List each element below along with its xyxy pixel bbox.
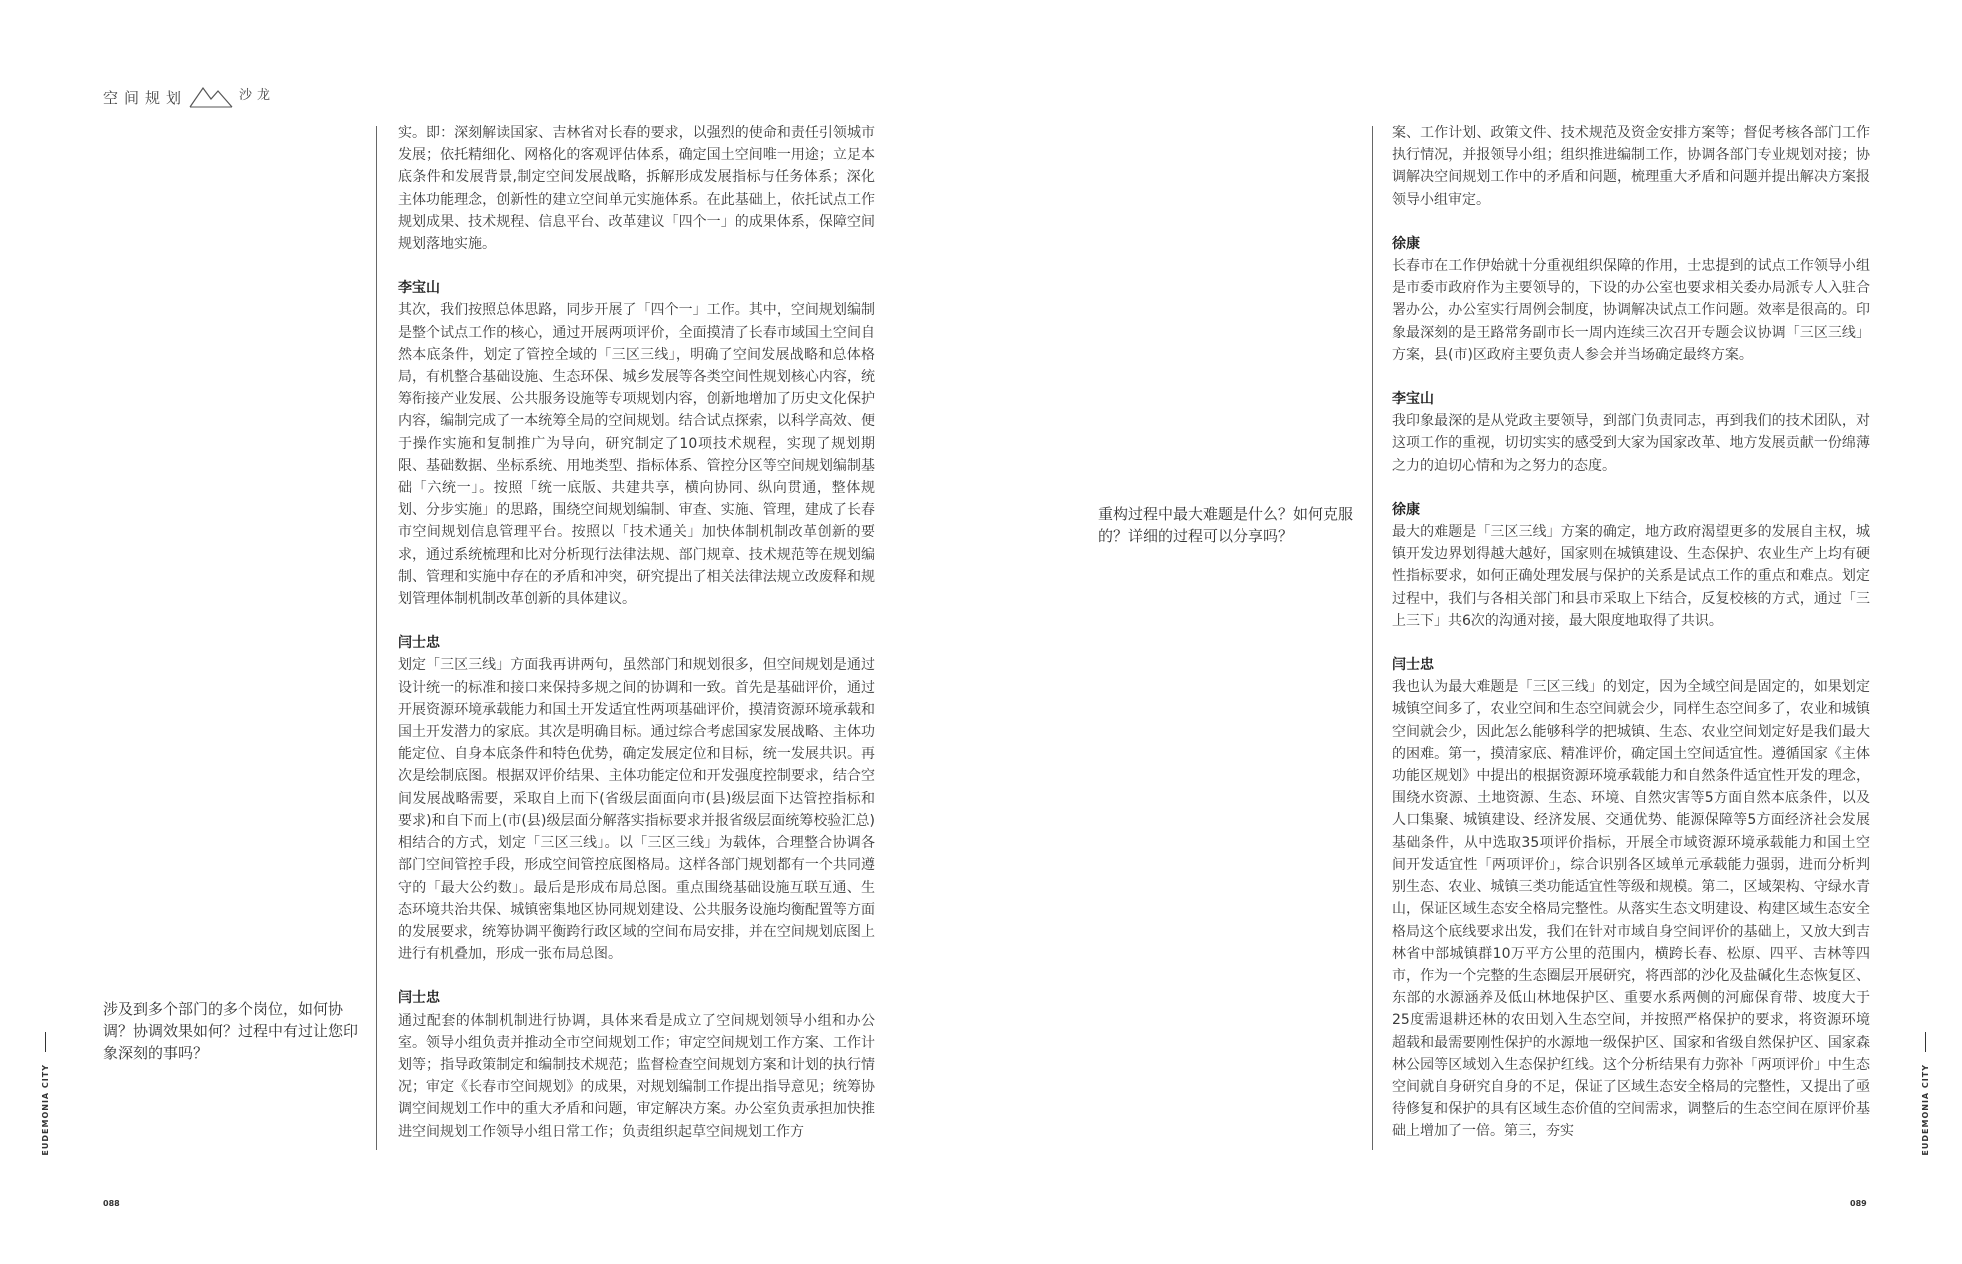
speaker-name: 李宝山 [398,280,440,297]
paragraph-text: 最大的难题是「三区三线」方案的确定，地方政府渴望更多的发展自主权，城镇开发边界划得越大越好，国家则在城镇建设、生态保护、农业生产上均有硬性指标要求，如何正确处理发展与保护的关系是试点工作的重点和难点。划定过程中，我们与各相关部门和县市采取上下结合，反复校核的方式，通过「三上三下」共6次的沟通对接，最大限度地取得了共识。 [1392,524,1870,629]
speaker-name: 闫士忠 [398,635,440,652]
speaker-name: 徐康 [1392,501,1420,518]
right-question [1098,503,1356,547]
header-salon: 沙龙 [239,87,276,103]
paragraph-text: 案、工作计划、政策文件、技术规范及资金安排方案等；督促考核各部门工作执行情况，并报领导小组；组织推进编制工作，协调各部门专业规划对接；协调解决空间规划工作中的矛盾和问题，梳理重大矛盾和问题并提出解决方案报领导小组审定。 [1392,125,1870,208]
side-label: EUDEMONIA CITY [40,1064,50,1156]
page-header [103,83,275,111]
mountain-logo-icon [189,85,233,109]
speaker-name: 李宝山 [1392,391,1434,408]
header-title: 空间规划 [103,88,188,107]
right-side-mark [1918,1032,1932,1156]
speaker-name: 闫士忠 [1392,657,1434,674]
side-dash [45,1032,46,1052]
speaker-name: 徐康 [1392,235,1420,252]
question-text: 涉及到多个部门的多个岗位，如何协调？协调效果如何？过程中有过让您印象深刻的事吗？ [103,1000,359,1062]
speaker-name: 闫士忠 [398,990,440,1007]
left-question [103,998,359,1064]
page-number-left: 088 [103,1199,120,1208]
side-label: EUDEMONIA CITY [1920,1064,1930,1156]
paragraph-text: 实。即：深刻解读国家、吉林省对长春的要求，以强烈的使命和责任引领城市发展；依托精细化、网格化的客观评估体系，确定国土空间唯一用途；立足本底条件和发展背景,制定空间发展战略，拆解形成发展指标与任务体系；深化主体功能理念，创新性的建立空间单元实施体系。在此基础上，依托试点工作规划成果、技术规程、信息平台、改革建议「四个一」的成果体系，保障空间规划落地实施。 [398,125,875,253]
page-number-right: 089 [1850,1199,1867,1208]
paragraph-text: 划定「三区三线」方面我再讲两句，虽然部门和规划很多，但空间规划是通过设计统一的标准和接口来保持多规之间的协调和一致。首先是基础评价，通过开展资源环境承载能力和国土开发适宜性两项基础评价，摸清资源环境承载和国土开发潜力的家底。其次是明确目标。通过综合考虑国家发展战略、主体功能定位、自身本底条件和特色优势，确定发展定位和目标，统一发展共识。再次是绘制底图。根据双评价结果、主体功能定位和开发强度控制要求，结合空间发展战略需要，采取自上而下(省级层面面向市(县)级层面下达管控指标和要求)和自下而上(市(县)级层面分解落实指标要求并报省级层面统筹校验汇总)相结合的方式，划定「三区三线」。以「三区三线」为载体，合理整合协调各部门空间管控手段，形成空间管控底图格局。这样各部门规划都有一个共同遵守的「最大公约数」。最后是形成布局总图。重点围绕基础设施互联互通、生态环境共治共保、城镇密集地区协同规划建设、公共服务设施均衡配置等方面的发展要求，统筹协调平衡跨行政区域的空间布局安排，并在空间规划底图上进行有机叠加，形成一张布局总图。 [398,657,875,963]
left-column-rule [376,126,377,1150]
left-side-mark [38,1032,52,1156]
right-column [1392,122,1870,1143]
paragraph-text: 长春市在工作伊始就十分重视组织保障的作用，士忠提到的试点工作领导小组是市委市政府作为主要领导的，下设的办公室也要求相关委办局派专人入驻合署办公，办公室实行周例会制度，协调解决试点工作问题。效率是很高的。印象最深刻的是王路常务副市长一周内连续三次召开专题会议协调「三区三线」方案，县(市)区政府主要负责人参会并当场确定最终方案。 [1392,258,1870,363]
left-column [398,122,875,1143]
paragraph-text: 通过配套的体制机制进行协调，具体来看是成立了空间规划领导小组和办公室。领导小组负责并推动全市空间规划工作；审定空间规划工作方案、工作计划等；指导政策制定和编制技术规范；监督检查空间规划方案和计划的执行情况；审定《长春市空间规划》的成果，对规划编制工作提出指导意见；统筹协调空间规划工作中的重大矛盾和问题，审定解决方案。办公室负责承担加快推进空间规划工作领导小组日常工作；负责组织起草空间规划工作方 [398,1012,875,1140]
question-text: 重构过程中最大难题是什么？如何克服的？详细的过程可以分享吗？ [1098,505,1354,545]
paragraph-text: 其次，我们按照总体思路，同步开展了「四个一」工作。其中，空间规划编制是整个试点工作的核心，通过开展两项评价，全面摸清了长春市域国土空间自然本底条件，划定了管控全域的「三区三线」，明确了空间发展战略和总体格局，有机整合基础设施、生态环保、城乡发展等各类空间性规划核心内容，统筹衔接产业发展、公共服务设施等专项规划内容，创新地增加了历史文化保护内容，编制完成了一本统筹全局的空间规划。结合试点探索，以科学高效、便于操作实施和复制推广为导向，研究制定了10项技术规程，实现了规划期限、基础数据、坐标系统、用地类型、指标体系、管控分区等空间规划编制基础「六统一」。按照「统一底版、共建共享，横向协同、纵向贯通，整体规划、分步实施」的思路，围绕空间规划编制、审查、实施、管理，建成了长春市空间规划信息管理平台。按照以「技术通关」加快体制机制改革创新的要求，通过系统梳理和比对分析现行法律法规、部门规章、技术规范等在规划编制、管理和实施中存在的矛盾和冲突，研究提出了相关法律法规立改废释和规划管理体制机制改革创新的具体建议。 [398,302,875,608]
paragraph-text: 我印象最深的是从党政主要领导，到部门负责同志，再到我们的技术团队，对这项工作的重视，切切实实的感受到大家为国家改革、地方发展贡献一份绵薄之力的迫切心情和为之努力的态度。 [1392,413,1870,474]
right-column-rule [1372,126,1373,1150]
side-dash [1925,1032,1926,1052]
paragraph-text: 我也认为最大难题是「三区三线」的划定，因为全域空间是固定的，如果划定城镇空间多了，农业空间和生态空间就会少，同样生态空间多了，农业和城镇空间就会少，因此怎么能够科学的把城镇、生态、农业空间划定好是我们最大的困难。第一，摸清家底、精准评价，确定国土空间适宜性。遵循国家《主体功能区规划》中提出的根据资源环境承载能力和自然条件适宜性开发的理念，围绕水资源、土地资源、生态、环境、自然灾害等5方面自然本底条件，以及人口集聚、城镇建设、经济发展、交通优势、能源保障等5方面经济社会发展基础条件，从中选取35项评价指标，开展全市域资源环境承载能力和国土空间开发适宜性「两项评价」，综合识别各区域单元承载能力强弱，进而分析判别生态、农业、城镇三类功能适宜性等级和规模。第二，区域架构、守绿水青山，保证区域生态安全格局完整性。从落实生态文明建设、构建区域生态安全格局这个底线要求出发，我们在针对市域自身空间评价的基础上，又放大到吉林省中部城镇群10万平方公里的范围内，横跨长春、松原、四平、吉林等四市，作为一个完整的生态圈层开展研究，将西部的沙化及盐碱化生态恢复区、东部的水源涵养及低山林地保护区、重要水系两侧的河廊保育带、坡度大于25度需退耕还林的农田划入生态空间，并按照严格保护的要求，将资源环境超载和最需要刚性保护的水源地一级保护区、国家和省级自然保护区、国家森林公园等区域划入生态保护红线。这个分析结果有力弥补「两项评价」中生态空间就自身研究自身的不足，保证了区域生态安全格局的完整性，又提出了亟待修复和保护的具有区域生态价值的空间需求，调整后的生态空间在原评价基础上增加了一倍。第三，夯实 [1392,679,1870,1140]
